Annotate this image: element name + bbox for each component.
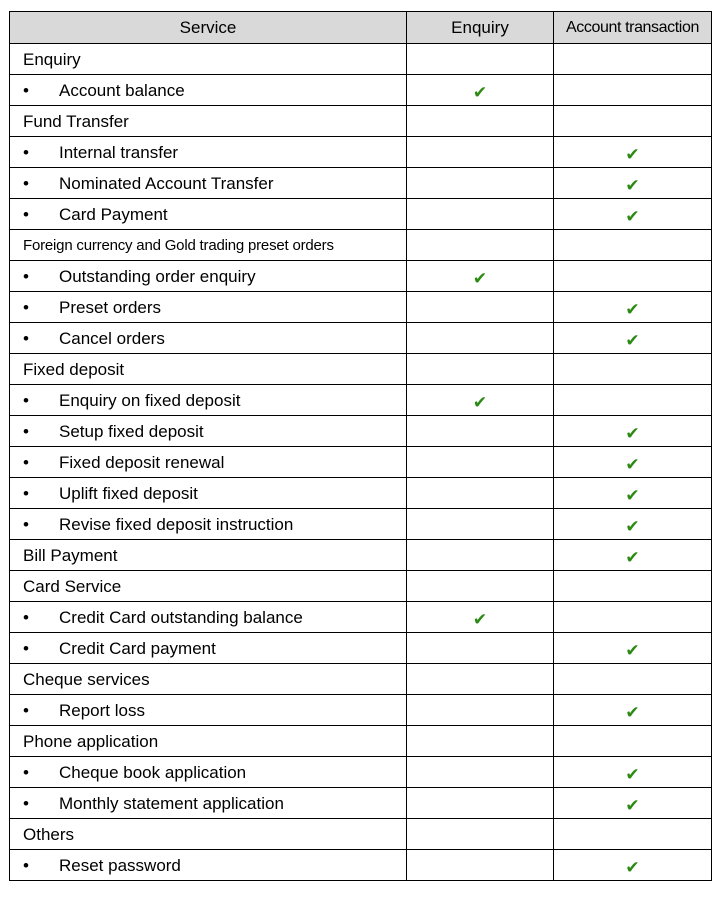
enquiry-cell [407,292,554,323]
transaction-cell [554,478,712,509]
enquiry-cell [407,261,554,292]
service-label: Report loss [59,700,145,720]
service-label: Bill Payment [23,545,118,565]
table-row [10,478,712,509]
enquiry-cell [407,602,554,633]
transaction-cell [554,602,712,633]
enquiry-cell [407,416,554,447]
service-label: Fund Transfer [23,111,129,131]
enquiry-cell [407,633,554,664]
service-cell [10,788,407,819]
table-row [10,850,712,881]
service-label: Preset orders [59,297,162,317]
transaction-cell [554,726,712,757]
service-cell [10,137,407,168]
check-icon: ✔ [625,702,640,722]
enquiry-cell [407,199,554,230]
service-label: Credit Card outstanding balance [59,607,303,627]
service-label: Enquiry on fixed deposit [59,390,241,410]
transaction-cell [554,385,712,416]
transaction-cell [554,261,712,292]
enquiry-cell [407,478,554,509]
transaction-cell [554,137,712,168]
bullet-icon: • [23,607,29,627]
service-label: Cheque book application [59,762,247,782]
transaction-cell [554,75,712,106]
bullet-icon: • [23,266,29,286]
service-label: Card Service [23,576,122,596]
enquiry-cell [407,664,554,695]
table-row [10,757,712,788]
check-icon: ✔ [472,268,488,288]
enquiry-cell [407,850,554,881]
service-cell [10,447,407,478]
header-service: Service [10,12,407,44]
check-icon: ✔ [472,392,488,412]
service-cell [10,571,407,602]
service-cell [10,199,407,230]
section-row [10,571,712,602]
service-label: Cancel orders [59,328,165,348]
transaction-cell [554,788,712,819]
bullet-icon: • [23,80,29,100]
service-cell [10,633,407,664]
service-label: Enquiry [23,49,81,69]
service-cell [10,602,407,633]
enquiry-cell [407,354,554,385]
service-cell [10,664,407,695]
table-row [10,447,712,478]
bullet-icon: • [23,483,29,503]
transaction-cell [554,323,712,354]
service-cell [10,75,407,106]
enquiry-cell [407,447,554,478]
enquiry-cell [407,695,554,726]
check-icon: ✔ [625,485,640,505]
service-label: Fixed deposit renewal [59,452,225,472]
enquiry-cell [407,230,554,261]
transaction-cell [554,199,712,230]
check-icon: ✔ [625,640,640,660]
check-icon: ✔ [625,299,640,319]
check-icon: ✔ [625,857,640,877]
service-cell [10,230,407,261]
transaction-cell [554,695,712,726]
service-cell [10,850,407,881]
transaction-cell [554,354,712,385]
transaction-cell [554,757,712,788]
table-row [10,261,712,292]
bullet-icon: • [23,452,29,472]
enquiry-cell [407,385,554,416]
check-icon: ✔ [625,206,640,226]
table-row [10,509,712,540]
section-row [10,819,712,850]
section-row [10,106,712,137]
service-label: Fixed deposit [23,359,125,379]
bullet-icon: • [23,328,29,348]
table-row [10,385,712,416]
table-row [10,323,712,354]
enquiry-cell [407,106,554,137]
check-icon: ✔ [625,330,640,350]
enquiry-cell [407,75,554,106]
section-row [10,44,712,75]
service-label: Foreign currency and Gold trading preset orders [23,236,334,254]
transaction-cell [554,44,712,75]
service-label: Revise fixed deposit instruction [59,514,294,534]
bullet-icon: • [23,173,29,193]
service-label: Internal transfer [59,142,179,162]
service-label: Uplift fixed deposit [59,483,198,503]
table-row [10,788,712,819]
table-row [10,695,712,726]
check-icon: ✔ [625,764,640,784]
enquiry-cell [407,571,554,602]
bullet-icon: • [23,514,29,534]
table-row [10,199,712,230]
check-icon: ✔ [472,609,488,629]
service-label: Others [23,824,75,844]
check-icon: ✔ [625,175,640,195]
enquiry-cell [407,726,554,757]
service-cell [10,292,407,323]
service-cell [10,757,407,788]
check-icon: ✔ [625,547,640,567]
table-row [10,168,712,199]
enquiry-cell [407,137,554,168]
table-body [10,44,712,881]
section-row [10,230,712,261]
enquiry-cell [407,168,554,199]
transaction-cell [554,633,712,664]
bullet-icon: • [23,297,29,317]
service-label: Nominated Account Transfer [59,173,274,193]
transaction-cell [554,292,712,323]
transaction-cell [554,447,712,478]
enquiry-cell [407,509,554,540]
table-row [10,75,712,106]
bullet-icon: • [23,638,29,658]
service-label: Account balance [59,80,185,100]
check-icon: ✔ [625,516,640,536]
service-cell [10,416,407,447]
service-label: Credit Card payment [59,638,216,658]
table-row [10,602,712,633]
table-row [10,292,712,323]
transaction-cell [554,168,712,199]
transaction-cell [554,540,712,571]
check-icon: ✔ [625,144,640,164]
services-table [9,11,712,881]
service-cell [10,726,407,757]
transaction-cell [554,819,712,850]
table-row [10,137,712,168]
service-cell [10,819,407,850]
service-label: Monthly statement application [59,793,284,813]
section-row [10,726,712,757]
service-cell [10,323,407,354]
bullet-icon: • [23,855,29,875]
bullet-icon: • [23,204,29,224]
section-row [10,354,712,385]
bullet-icon: • [23,390,29,410]
service-label: Phone application [23,731,159,751]
check-icon: ✔ [625,423,640,443]
service-cell [10,261,407,292]
service-label: Card Payment [59,204,168,224]
enquiry-cell [407,540,554,571]
transaction-cell [554,664,712,695]
service-label: Cheque services [23,669,150,689]
service-label: Outstanding order enquiry [59,266,256,286]
bullet-icon: • [23,142,29,162]
check-icon: ✔ [625,454,640,474]
service-label: Reset password [59,855,181,875]
bullet-icon: • [23,793,29,813]
header-enquiry: Enquiry [407,12,554,44]
transaction-cell [554,106,712,137]
service-label: Setup fixed deposit [59,421,204,441]
service-cell [10,106,407,137]
service-cell [10,478,407,509]
transaction-cell [554,850,712,881]
service-cell [10,695,407,726]
header-row [10,12,712,44]
service-cell [10,509,407,540]
section-row [10,664,712,695]
table-row [10,416,712,447]
enquiry-cell [407,44,554,75]
header-account-transaction: Account transaction [554,12,712,44]
enquiry-cell [407,323,554,354]
service-cell [10,540,407,571]
bullet-icon: • [23,762,29,782]
check-icon: ✔ [472,82,488,102]
check-icon: ✔ [625,795,640,815]
transaction-cell [554,571,712,602]
transaction-cell [554,509,712,540]
enquiry-cell [407,819,554,850]
enquiry-cell [407,788,554,819]
transaction-cell [554,416,712,447]
transaction-cell [554,230,712,261]
section-row [10,540,712,571]
bullet-icon: • [23,421,29,441]
service-cell [10,385,407,416]
service-cell [10,44,407,75]
bullet-icon: • [23,700,29,720]
service-cell [10,354,407,385]
enquiry-cell [407,757,554,788]
service-cell [10,168,407,199]
table-row [10,633,712,664]
